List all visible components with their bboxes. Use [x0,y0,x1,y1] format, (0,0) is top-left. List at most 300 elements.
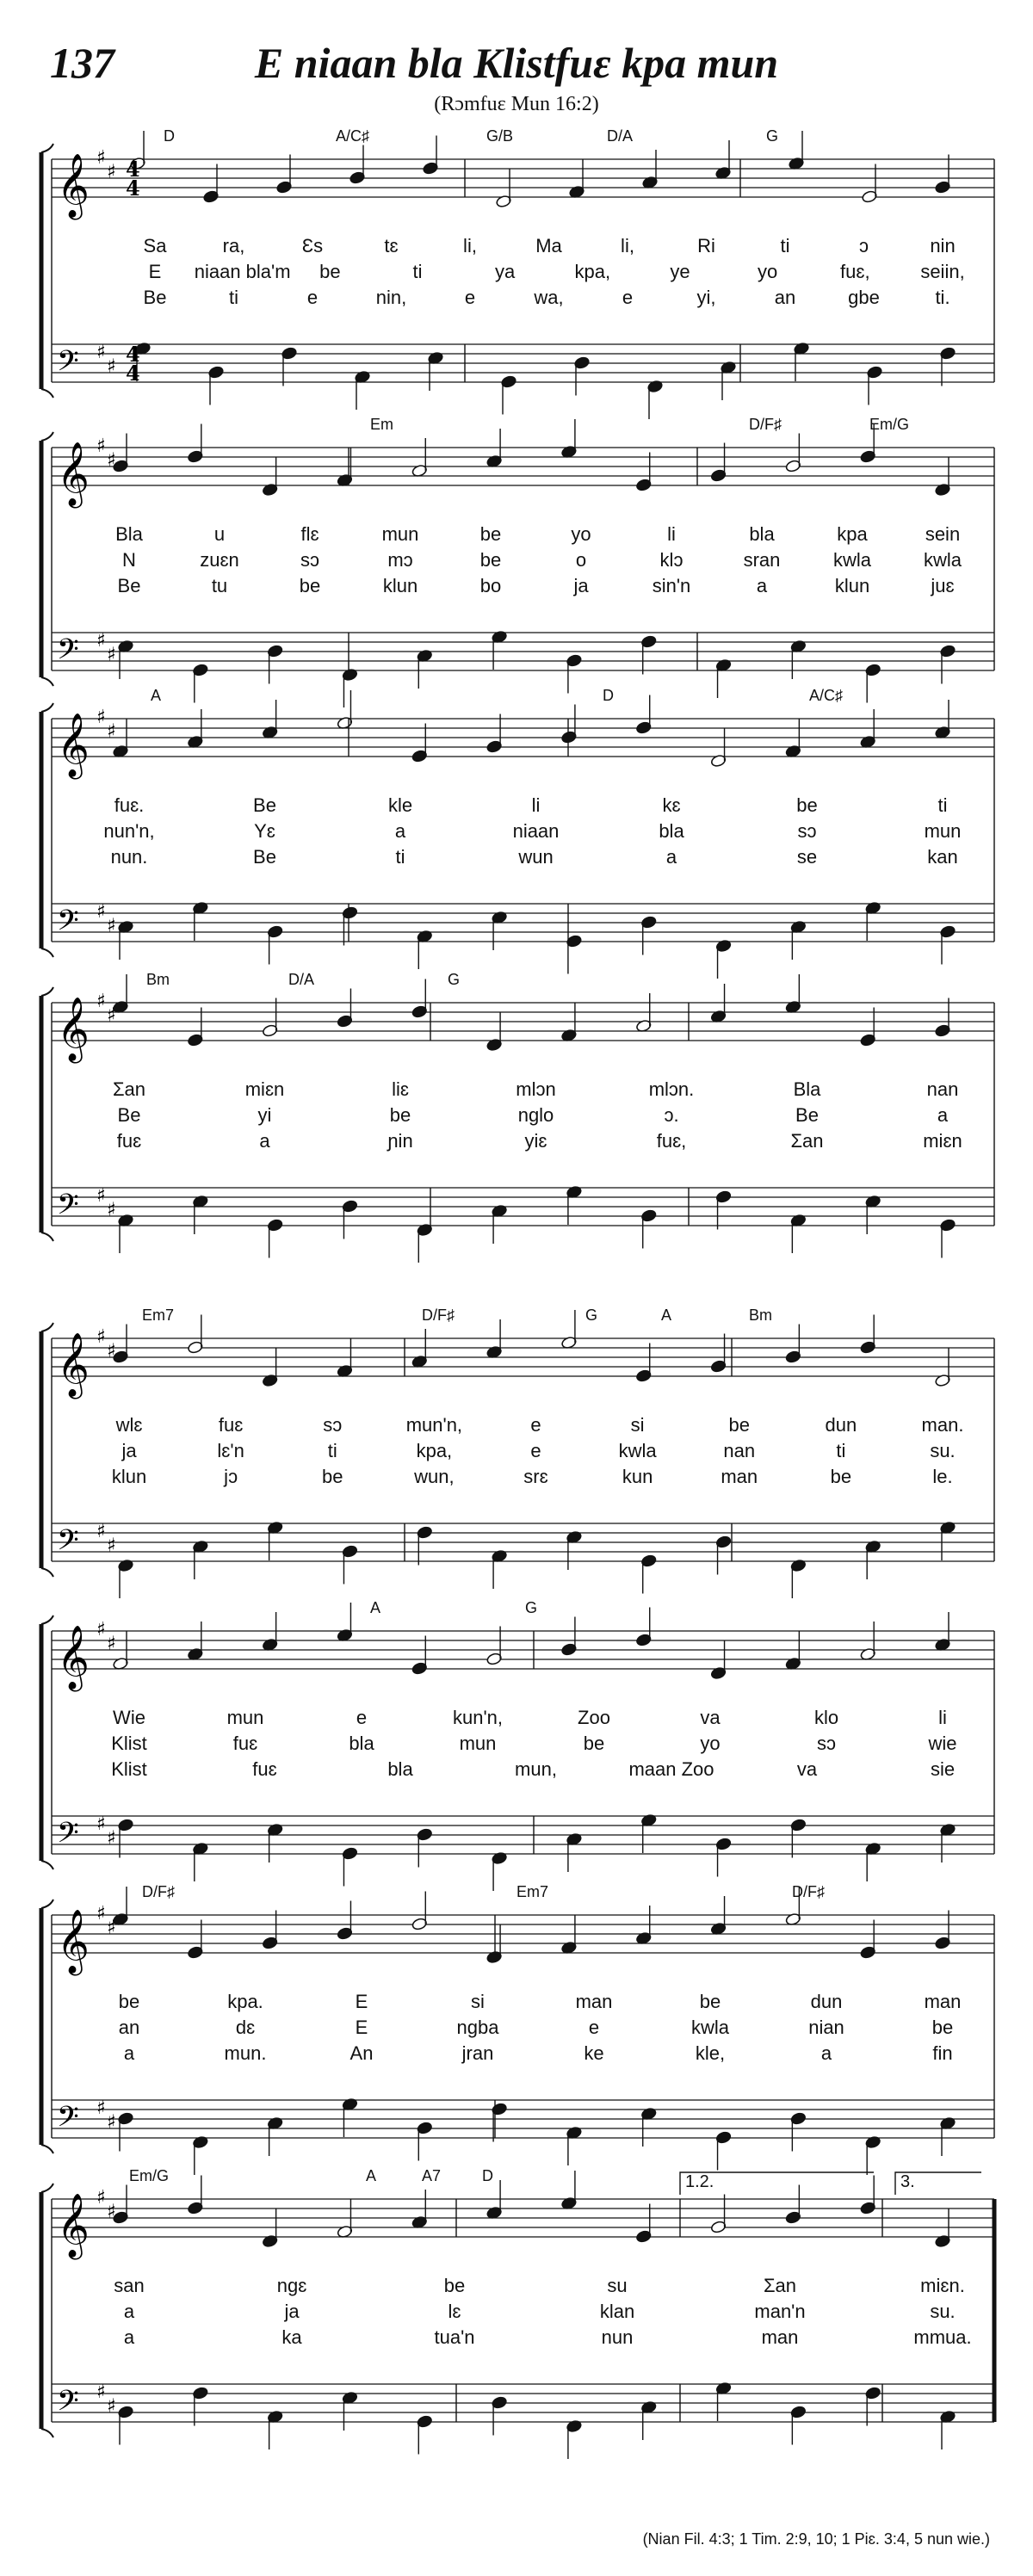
treble-clef-icon: 𝄞 [57,1333,90,1397]
lyric-syllable: fuɛ, [656,1130,687,1152]
lyric-syllable: Klist [111,1758,147,1780]
lyric-syllable: u [213,523,226,545]
lyric-syllable: seiin, [920,261,965,282]
lyric-syllable: tɛ [384,235,399,256]
lyric-syllable: yi, [696,287,716,308]
treble-clef-icon: 𝄞 [57,2194,90,2258]
lyric-syllable: su. [930,1440,956,1461]
lyric-syllable: Ʃan [112,1078,146,1100]
lyric-syllable: dun [825,1414,857,1436]
treble-clef-icon: 𝄞 [57,998,90,1061]
bass-staff [52,1521,994,1598]
lyric-syllable: be [479,523,502,545]
lyric-syllable: kun'n, [452,1707,504,1728]
svg-text:♯: ♯ [107,161,116,183]
chord-symbol: G [525,1599,538,1616]
svg-text:♯: ♯ [107,720,116,743]
lyric-syllable: a [665,846,677,868]
chord-symbol: D/F♯ [422,1307,455,1324]
chord-symbol: D [482,2167,493,2184]
treble-staff [52,1603,994,1680]
svg-text:♯: ♯ [107,2395,116,2418]
svg-text:♯: ♯ [107,1535,116,1557]
lyric-syllable: ti [836,1440,846,1461]
lyric-syllable: va [700,1707,721,1728]
lyric-syllable: klun [111,1466,147,1487]
treble-staff [52,131,994,208]
svg-text:4: 4 [126,342,140,367]
lyric-syllable: Zoo [578,1707,610,1728]
lyric-syllable: nun [601,2326,634,2348]
lyric-syllable: nan [926,1078,959,1100]
chord-symbol: A/C♯ [336,127,370,145]
lyric-syllable: ja [284,2301,300,2322]
chord-symbol: Bm [749,1307,772,1324]
svg-text:♯: ♯ [107,644,116,666]
lyric-syllable: be [796,794,818,816]
svg-text:♯: ♯ [107,355,116,378]
lyric-syllable: ti [937,794,948,816]
volta-label: 1.2. [685,2172,714,2191]
lyric-syllable: man [721,1466,758,1487]
lyric-syllable: si [471,1991,485,2012]
lyric-syllable: lɛ'n [217,1440,244,1461]
lyric-syllable: fin [932,2042,953,2064]
bass-staff [52,342,994,419]
lyric-syllable: kpa [837,523,868,545]
bass-clef-icon: 𝄢 [57,2385,79,2425]
sharp-icon [96,901,116,937]
lyric-syllable: o [575,549,587,571]
lyric-syllable: N [122,549,136,571]
chord-symbol: A [366,2167,377,2184]
chord-symbol: G [585,1307,598,1324]
lyric-syllable: wlɛ [115,1414,143,1436]
bass-clef-icon: 𝄢 [57,2101,79,2140]
svg-text:4: 4 [126,157,140,182]
bass-staff [52,1185,994,1263]
sharp-icon [96,2097,116,2134]
lyric-syllable: mun [459,1733,497,1754]
bass-clef-icon: 𝄢 [57,1524,79,1564]
bass-clef-icon: 𝄢 [57,1817,79,1856]
lyric-syllable: kle, [695,2042,726,2064]
lyric-syllable: nun'n, [103,820,155,842]
lyric-syllable: a [394,820,406,842]
lyric-syllable: klun [834,575,870,596]
chord-symbol: D [603,687,614,704]
lyric-syllable: sɔ [817,1733,836,1754]
lyric-syllable: kpa, [416,1440,453,1461]
lyric-syllable: a [123,2326,135,2348]
lyric-syllable: wun [518,846,554,868]
lyric-syllable: fuɛ [252,1758,277,1780]
lyric-syllable: mlɔn. [648,1078,695,1100]
lyric-syllable: a [820,2042,832,2064]
svg-text:♯: ♯ [107,1199,116,1221]
lyric-syllable: klan [599,2301,635,2322]
lyric-syllable: e [530,1414,541,1436]
chord-symbol: G [766,127,779,145]
lyric-syllable: bo [479,575,502,596]
sharp-icon [96,1903,116,1939]
lyric-syllable: ɔ [859,235,869,256]
lyric-syllable: sie [930,1758,956,1780]
lyric-syllable: ɔ. [664,1104,679,1126]
lyric-syllable: sɔ [300,549,319,571]
lyric-syllable: ɲin [387,1130,413,1152]
lyric-syllable: Ʃan [763,2275,797,2296]
lyric-syllable: dɛ [235,2017,256,2038]
lyric-syllable: be [931,2017,954,2038]
svg-text:4: 4 [126,176,140,201]
lyric-syllable: klun [382,575,418,596]
lyric-syllable: ye [670,261,690,282]
chord-symbol: Em7 [516,1883,549,1900]
lyric-syllable: ti [327,1440,337,1461]
lyric-syllable: be [699,1991,721,2012]
lyric-syllable: nan [723,1440,756,1461]
lyric-syllable: niaan [512,820,560,842]
sharp-icon [96,2187,116,2223]
svg-text:♯: ♯ [96,707,106,728]
treble-staff [52,974,994,1052]
lyric-syllable: gbe [848,287,880,308]
sharp-icon [96,147,116,183]
lyric-syllable: Be [143,287,167,308]
sharp-icon [96,436,116,472]
lyric-syllable: san [114,2275,145,2296]
svg-text:♯: ♯ [107,1917,116,1939]
lyric-syllable: sɔ [797,820,817,842]
bass-clef-icon: 𝄢 [57,1189,79,1228]
lyric-syllable: fuɛ. [114,794,145,816]
svg-text:♯: ♯ [107,1340,116,1362]
lyric-syllable: mun [381,523,419,545]
svg-text:♯: ♯ [107,915,116,937]
sharp-icon [96,342,116,378]
svg-text:♯: ♯ [107,1004,116,1027]
svg-text:♯: ♯ [107,1827,116,1850]
score-system [0,1876,1033,2195]
treble-clef-icon: 𝄞 [57,713,90,777]
lyric-syllable: e [530,1440,541,1461]
lyric-syllable: sin'n [652,575,691,596]
time-signature [126,157,140,201]
lyric-syllable: jran [461,2042,494,2064]
lyric-syllable: klo [813,1707,839,1728]
lyric-syllable: a [937,1104,949,1126]
lyric-syllable: liɛ [392,1078,409,1100]
lyric-syllable: mun [226,1707,264,1728]
staff-system-graphics [0,1592,1033,1911]
lyric-syllable: Ɛs [301,235,324,256]
lyric-syllable: bla [659,820,684,842]
lyric-syllable: ngba [456,2017,499,2038]
sharp-icon [96,707,116,743]
lyric-syllable: nian [808,2017,844,2038]
score-system [0,120,1033,439]
lyric-syllable: ti [780,235,790,256]
lyric-syllable: yi [257,1104,272,1126]
chord-symbol: Em [370,416,393,433]
lyric-syllable: dun [810,1991,843,2012]
lyric-syllable: be [443,2275,466,2296]
lyric-syllable: kle [387,794,413,816]
lyric-syllable: bla [349,1733,374,1754]
lyric-syllable: ja [121,1440,137,1461]
lyric-syllable: E [355,2017,368,2038]
lyric-syllable: be [319,261,341,282]
lyric-syllable: e [588,2017,600,2038]
volta-label: 3. [900,2172,915,2191]
lyric-syllable: An [349,2042,374,2064]
lyric-syllable: Yɛ [254,820,275,842]
lyric-syllable: yiɛ [524,1130,547,1152]
sharp-icon [96,1813,116,1850]
lyric-syllable: an [118,2017,140,2038]
lyric-syllable: E [148,261,162,282]
lyric-syllable: flɛ [300,523,319,545]
lyric-syllable: be [389,1104,411,1126]
treble-clef-icon: 𝄞 [57,1910,90,1974]
chord-symbol: D [164,127,175,145]
svg-text:♯: ♯ [96,630,106,652]
lyric-syllable: ti [229,287,238,308]
lyric-syllable: be [299,575,321,596]
lyric-syllable: srɛ [523,1466,548,1487]
svg-text:♯: ♯ [96,147,106,169]
lyric-syllable: le. [932,1466,953,1487]
lyric-syllable: kwla [618,1440,657,1461]
svg-text:♯: ♯ [96,2187,106,2208]
chord-symbol: Em/G [869,416,910,433]
treble-clef-icon: 𝄞 [57,154,90,218]
score-system [0,1592,1033,1911]
hymn-header [0,0,1033,115]
sharp-icon [96,1185,116,1221]
staff-system-graphics [0,964,1033,1282]
chord-symbol: G/B [486,127,514,145]
lyric-syllable: wa, [534,287,564,308]
treble-staff [52,690,994,768]
lyric-syllable: be [118,1991,140,2012]
lyric-syllable: li [938,1707,947,1728]
staff-system-graphics [0,1876,1033,2195]
chord-symbol: D/F♯ [792,1883,825,1900]
score-system [0,1300,1033,1618]
lyric-syllable: su [607,2275,628,2296]
svg-text:♯: ♯ [96,1619,106,1640]
sharp-icon [96,2381,116,2418]
lyric-syllable: zuɛn [200,549,239,571]
treble-staff [52,1310,994,1387]
lyric-syllable: mlɔn [516,1078,556,1100]
lyric-syllable: be [583,1733,605,1754]
lyric-syllable: fuɛ [218,1414,244,1436]
sharp-icon [96,991,116,1027]
lyric-syllable: fuɛ, [840,261,870,282]
lyric-syllable: kpa. [227,1991,263,2012]
lyric-syllable: jɔ [224,1466,238,1487]
score-system [0,964,1033,1282]
lyric-syllable: Bla [793,1078,821,1100]
chord-symbol: A7 [422,2167,442,2184]
lyric-syllable: be [322,1466,343,1487]
lyric-syllable: a [123,2301,135,2322]
svg-text:♯: ♯ [96,1185,106,1207]
lyric-syllable: nun. [110,846,148,868]
lyric-syllable: yo [700,1733,721,1754]
lyric-syllable: bla [749,523,775,545]
sharp-icon [96,630,116,666]
lyric-syllable: be [830,1466,852,1487]
bass-clef-icon: 𝄢 [57,345,79,385]
lyric-syllable: Ma [535,235,562,256]
lyric-syllable: man. [921,1414,964,1436]
lyric-syllable: sɔ [323,1414,343,1436]
lyric-syllable: tua'n [434,2326,475,2348]
svg-text:♯: ♯ [96,1326,106,1348]
lyric-syllable: ti [395,846,405,868]
hymn-title: E niaan bla Klistfuɛ kpa mun [254,39,779,87]
lyric-syllable: man'n [754,2301,806,2322]
lyric-syllable: kan [927,846,958,868]
treble-staff [52,2171,994,2248]
chord-symbol: D/F♯ [749,416,782,433]
lyric-syllable: e [306,287,319,308]
hymn-reference: (Rɔmfuɛ Mun 16:2) [434,93,599,115]
chord-symbol: Em/G [129,2167,170,2184]
lyric-syllable: mun [924,820,962,842]
lyric-syllable: ra, [222,235,245,256]
lyric-syllable: kwla [923,549,962,571]
sharp-icon [96,1326,116,1362]
lyric-syllable: e [622,287,634,308]
lyric-syllable: kpa, [574,261,611,282]
chord-symbol: D/A [607,127,634,145]
treble-clef-icon: 𝄞 [57,1626,90,1690]
lyric-syllable: juɛ [931,575,955,596]
hymn-number: 137 [50,39,114,87]
lyric-syllable: ke [584,2042,604,2064]
bass-staff [52,2381,994,2459]
lyric-syllable: li, [463,235,477,256]
lyric-syllable: e [356,1707,368,1728]
treble-clef-icon: 𝄞 [57,442,90,506]
svg-text:♯: ♯ [107,449,116,472]
lyric-syllable: Sa [143,235,167,256]
lyric-syllable: niaan bla'm [194,261,291,282]
time-signature [126,342,140,386]
lyric-syllable: kun [622,1466,653,1487]
bass-clef-icon: 𝄢 [57,633,79,673]
svg-text:♯: ♯ [96,1903,106,1924]
lyric-syllable: nin [930,235,956,256]
scripture-references: (Nian Fil. 4:3; 1 Tim. 2:9, 10; 1 Piɛ. 3:4, 5 nun wie.) [642,2530,990,2548]
lyric-syllable: klɔ [659,549,684,571]
lyric-syllable: a [259,1130,270,1152]
chord-symbol: A [151,687,162,704]
lyric-syllable: sein [925,523,961,545]
lyric-syllable: miɛn. [920,2275,965,2296]
lyric-syllable: maan Zoo [628,1758,714,1780]
lyric-syllable: ngɛ [276,2275,307,2296]
lyric-syllable: Ʃan [790,1130,824,1152]
lyric-syllable: ya [495,261,516,282]
lyric-syllable: mun'n, [405,1414,463,1436]
lyric-syllable: Wie [113,1707,145,1728]
chord-symbol: Em7 [142,1307,175,1324]
svg-text:♯: ♯ [96,2097,106,2119]
sharp-icon [96,1619,116,1655]
lyric-syllable: si [630,1414,645,1436]
svg-text:♯: ♯ [107,2111,116,2134]
chord-symbol: Bm [146,971,170,988]
lyric-syllable: va [796,1758,818,1780]
svg-text:♯: ♯ [96,342,106,363]
staff-system-graphics [0,1300,1033,1618]
lyric-syllable: ti [412,261,423,282]
lyric-syllable: yo [758,261,778,282]
lyric-syllable: Be [253,794,276,816]
chord-symbol: A/C♯ [809,687,844,704]
sharp-icon [96,1521,116,1557]
lyric-syllable: bla [387,1758,413,1780]
lyric-syllable: E [355,1991,368,2012]
lyric-syllable: li, [621,235,634,256]
chord-symbol: G [448,971,461,988]
lyric-syllable: be [479,549,502,571]
lyric-syllable: fuɛ [232,1733,258,1754]
svg-text:♯: ♯ [96,991,106,1012]
lyric-syllable: miɛn [923,1130,962,1152]
svg-text:♯: ♯ [96,436,106,457]
lyric-syllable: Be [253,846,276,868]
svg-text:♯: ♯ [96,1813,106,1835]
lyric-syllable: su. [930,2301,956,2322]
lyric-syllable: e [464,287,476,308]
lyric-syllable: kwla [690,2017,730,2038]
treble-staff [52,419,994,497]
svg-text:♯: ♯ [96,901,106,923]
svg-text:♯: ♯ [107,2201,116,2223]
lyric-syllable: a [123,2042,135,2064]
lyric-syllable: Bla [115,523,143,545]
svg-text:♯: ♯ [96,2381,106,2403]
lyric-syllable: ja [573,575,589,596]
lyric-syllable: man [924,1991,962,2012]
lyric-syllable: miɛn [244,1078,285,1100]
score-system [0,680,1033,998]
lyric-syllable: man [761,2326,799,2348]
lyric-syllable: nglo [517,1104,554,1126]
lyric-syllable: mɔ [387,549,413,571]
lyric-syllable: be [728,1414,750,1436]
lyric-syllable: lɛ [448,2301,461,2322]
lyric-syllable: tu [211,575,228,596]
lyric-syllable: sran [743,549,781,571]
lyric-syllable: li [667,523,676,545]
lyric-syllable: fuɛ [116,1130,142,1152]
lyric-syllable: Be [117,1104,141,1126]
chord-symbol: D/A [288,971,315,988]
lyric-syllable: mun, [515,1758,557,1780]
bass-clef-icon: 𝄢 [57,905,79,944]
score-system [0,2160,1033,2479]
lyric-syllable: a [756,575,768,596]
lyric-syllable: yo [571,523,591,545]
